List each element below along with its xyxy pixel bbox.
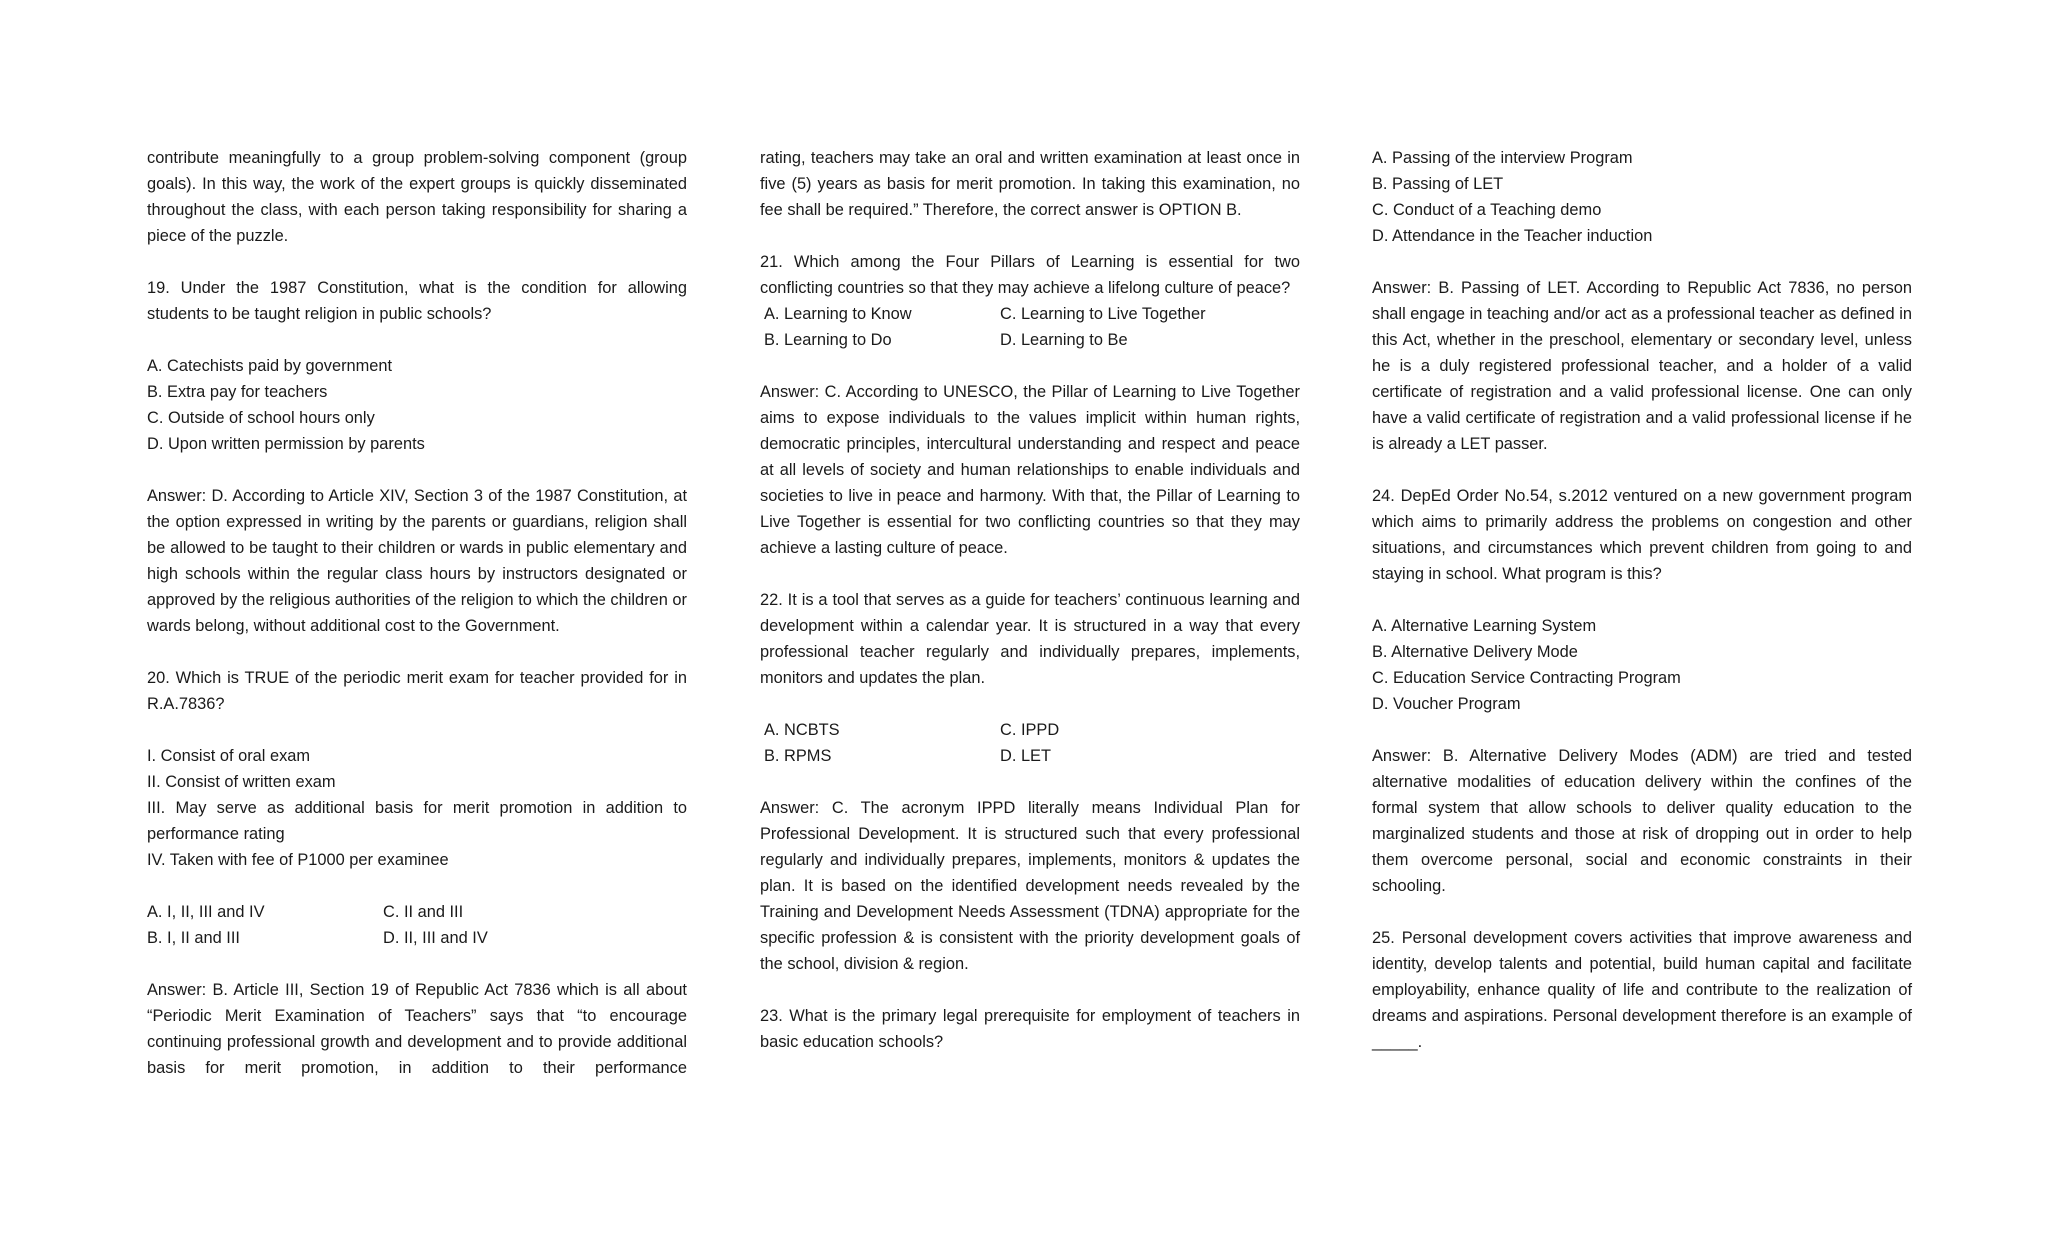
question-20-statements [147, 743, 687, 873]
question-20 [147, 665, 687, 717]
answer-text: rating, teachers may take an oral and written examination at least once in five (5) years as basis for merit promotion. In taking this examination, no fee shall be required.” Therefore, the correct answer is OPTION B. [760, 149, 1300, 219]
option-item: B. RPMS [764, 747, 832, 765]
option-item: D. II, III and IV [383, 929, 488, 947]
question-20-options [147, 899, 687, 951]
question-20-answer [147, 977, 687, 1081]
question-19 [147, 275, 687, 327]
statement-item: I. Consist of oral exam [147, 747, 311, 765]
option-item: C. Learning to Live Together [1000, 305, 1206, 323]
option-item: C. Outside of school hours only [147, 409, 375, 427]
option-item: A. NCBTS [764, 721, 840, 739]
question-22-options [760, 717, 1300, 769]
question-25-text: 25. Personal development covers activities that improve awareness and identity, develop talents and potential, build human capital and facilitate employability, enhance quality of life and contribute to the realization of dreams and aspirations. Personal development therefore is an example of _____. [1372, 929, 1912, 1051]
statement-item: II. Consist of written exam [147, 773, 336, 791]
option-item: B. Alternative Delivery Mode [1372, 643, 1578, 661]
question-22-text: 22. It is a tool that serves as a guide for teachers’ continuous learning and development within a calendar year. It is structured in a way that every professional teacher regularly and individually prepares, implements, monitors and updates the plan. [760, 591, 1300, 687]
column-3 [1372, 145, 1912, 1081]
option-item: C. Conduct of a Teaching demo [1372, 201, 1602, 219]
option-item: B. I, II and III [147, 929, 240, 947]
question-19-text: 19. Under the 1987 Constitution, what is the condition for allowing students to be taught religion in public schools? [147, 279, 687, 323]
answer-text: Answer: B. Article III, Section 19 of Republic Act 7836 which is all about “Periodic Merit Examination of Teachers” says that “to encourage continuing professional growth and development and to provide additional basis for merit promotion, in addition to their performance [147, 981, 687, 1077]
option-item: A. Learning to Know [764, 305, 912, 323]
question-19-options [147, 353, 687, 457]
option-item: D. Learning to Be [1000, 331, 1128, 349]
statement-item: III. May serve as additional basis for merit promotion in addition to performance rating [147, 799, 687, 843]
option-item: C. IPPD [1000, 721, 1060, 739]
option-item: C. Education Service Contracting Program [1372, 669, 1681, 687]
answer-text: Answer: C. The acronym IPPD literally means Individual Plan for Professional Development. It is structured such that every professional regularly and individually prepares, implements, monitors & updates the plan. It is based on the identified development needs revealed by the Training and Development Needs Assessment (TDNA) appropriate for the specific profession & is consistent with the priority development goals of the school, division & region. [760, 799, 1300, 973]
answer-text: Answer: D. According to Article XIV, Section 3 of the 1987 Constitution, at the option expressed in writing by the parents or guardians, religion shall be allowed to be taught to their children or wards in public elementary and high schools within the regular class hours by instructors designated or approved by the religious authorities of the religion to which the children or wards belong, without additional cost to the Government. [147, 487, 687, 635]
option-item: B. Extra pay for teachers [147, 383, 328, 401]
question-22 [760, 587, 1300, 691]
question-21-text: 21. Which among the Four Pillars of Learning is essential for two conflicting countries so that they may achieve a lifelong culture of peace? [760, 253, 1300, 297]
option-item: D. Voucher Program [1372, 695, 1521, 713]
question-21-options [760, 301, 1300, 353]
option-item: D. LET [1000, 747, 1052, 765]
intro-text: contribute meaningfully to a group problem-solving component (group goals). In this way, the work of the expert groups is quickly disseminated throughout the class, with each person taking responsibility for sharing a piece of the puzzle. [147, 149, 687, 245]
question-23-answer [1372, 275, 1912, 457]
intro-paragraph [147, 145, 687, 249]
option-item: A. Alternative Learning System [1372, 617, 1597, 635]
answer-text: Answer: B. Passing of LET. According to Republic Act 7836, no person shall engage in teaching and/or act as a professional teacher as defined in this Act, whether in the preschool, elementary or secondary level, unless he is a duly registered professional teacher, and a holder of a valid certificate of registration and a valid professional license. One can only have a valid certificate of registration and a valid professional license if he is already a LET passer. [1372, 279, 1912, 453]
question-23-text: 23. What is the primary legal prerequisite for employment of teachers in basic education schools? [760, 1007, 1300, 1051]
option-item: A. Passing of the interview Program [1372, 149, 1633, 167]
option-item: D. Attendance in the Teacher induction [1372, 227, 1653, 245]
answer-text: Answer: C. According to UNESCO, the Pillar of Learning to Live Together aims to expose individuals to the values implicit within human rights, democratic principles, intercultural understanding and respect and peace at all levels of society and human relationships to enable individuals and societies to live in peace and harmony. With that, the Pillar of Learning to Live Together is essential for two conflicting countries so that they may achieve a lasting culture of peace. [760, 383, 1300, 557]
option-item: A. I, II, III and IV [147, 903, 265, 921]
column-1 [147, 145, 687, 1081]
question-24 [1372, 483, 1912, 587]
statement-item: IV. Taken with fee of P1000 per examinee [147, 851, 449, 869]
question-22-answer [760, 795, 1300, 977]
question-21-answer [760, 379, 1300, 561]
answer-text: Answer: B. Alternative Delivery Modes (ADM) are tried and tested alternative modalities of education delivery within the confines of the formal system that allow schools to deliver quality education to the marginalized students and those at risk of dropping out in order to help them overcome personal, social and economic constraints in their schooling. [1372, 747, 1912, 895]
option-item: B. Learning to Do [764, 331, 892, 349]
question-20-answer-continued [760, 145, 1300, 223]
option-item: B. Passing of LET [1372, 175, 1504, 193]
option-item: D. Upon written permission by parents [147, 435, 425, 453]
question-25 [1372, 925, 1912, 1055]
option-item: A. Catechists paid by government [147, 357, 393, 375]
question-24-options [1372, 613, 1912, 717]
question-20-text: 20. Which is TRUE of the periodic merit exam for teacher provided for in R.A.7836? [147, 669, 687, 713]
question-21 [760, 249, 1300, 301]
question-24-text: 24. DepEd Order No.54, s.2012 ventured on a new government program which aims to primarily address the problems on congestion and other situations, and circumstances which prevent children from going to and staying in school. What program is this? [1372, 487, 1912, 583]
question-19-answer [147, 483, 687, 639]
option-item: C. II and III [383, 903, 464, 921]
column-2 [760, 145, 1300, 1081]
question-24-answer [1372, 743, 1912, 899]
question-23-options [1372, 145, 1912, 249]
question-23 [760, 1003, 1300, 1055]
